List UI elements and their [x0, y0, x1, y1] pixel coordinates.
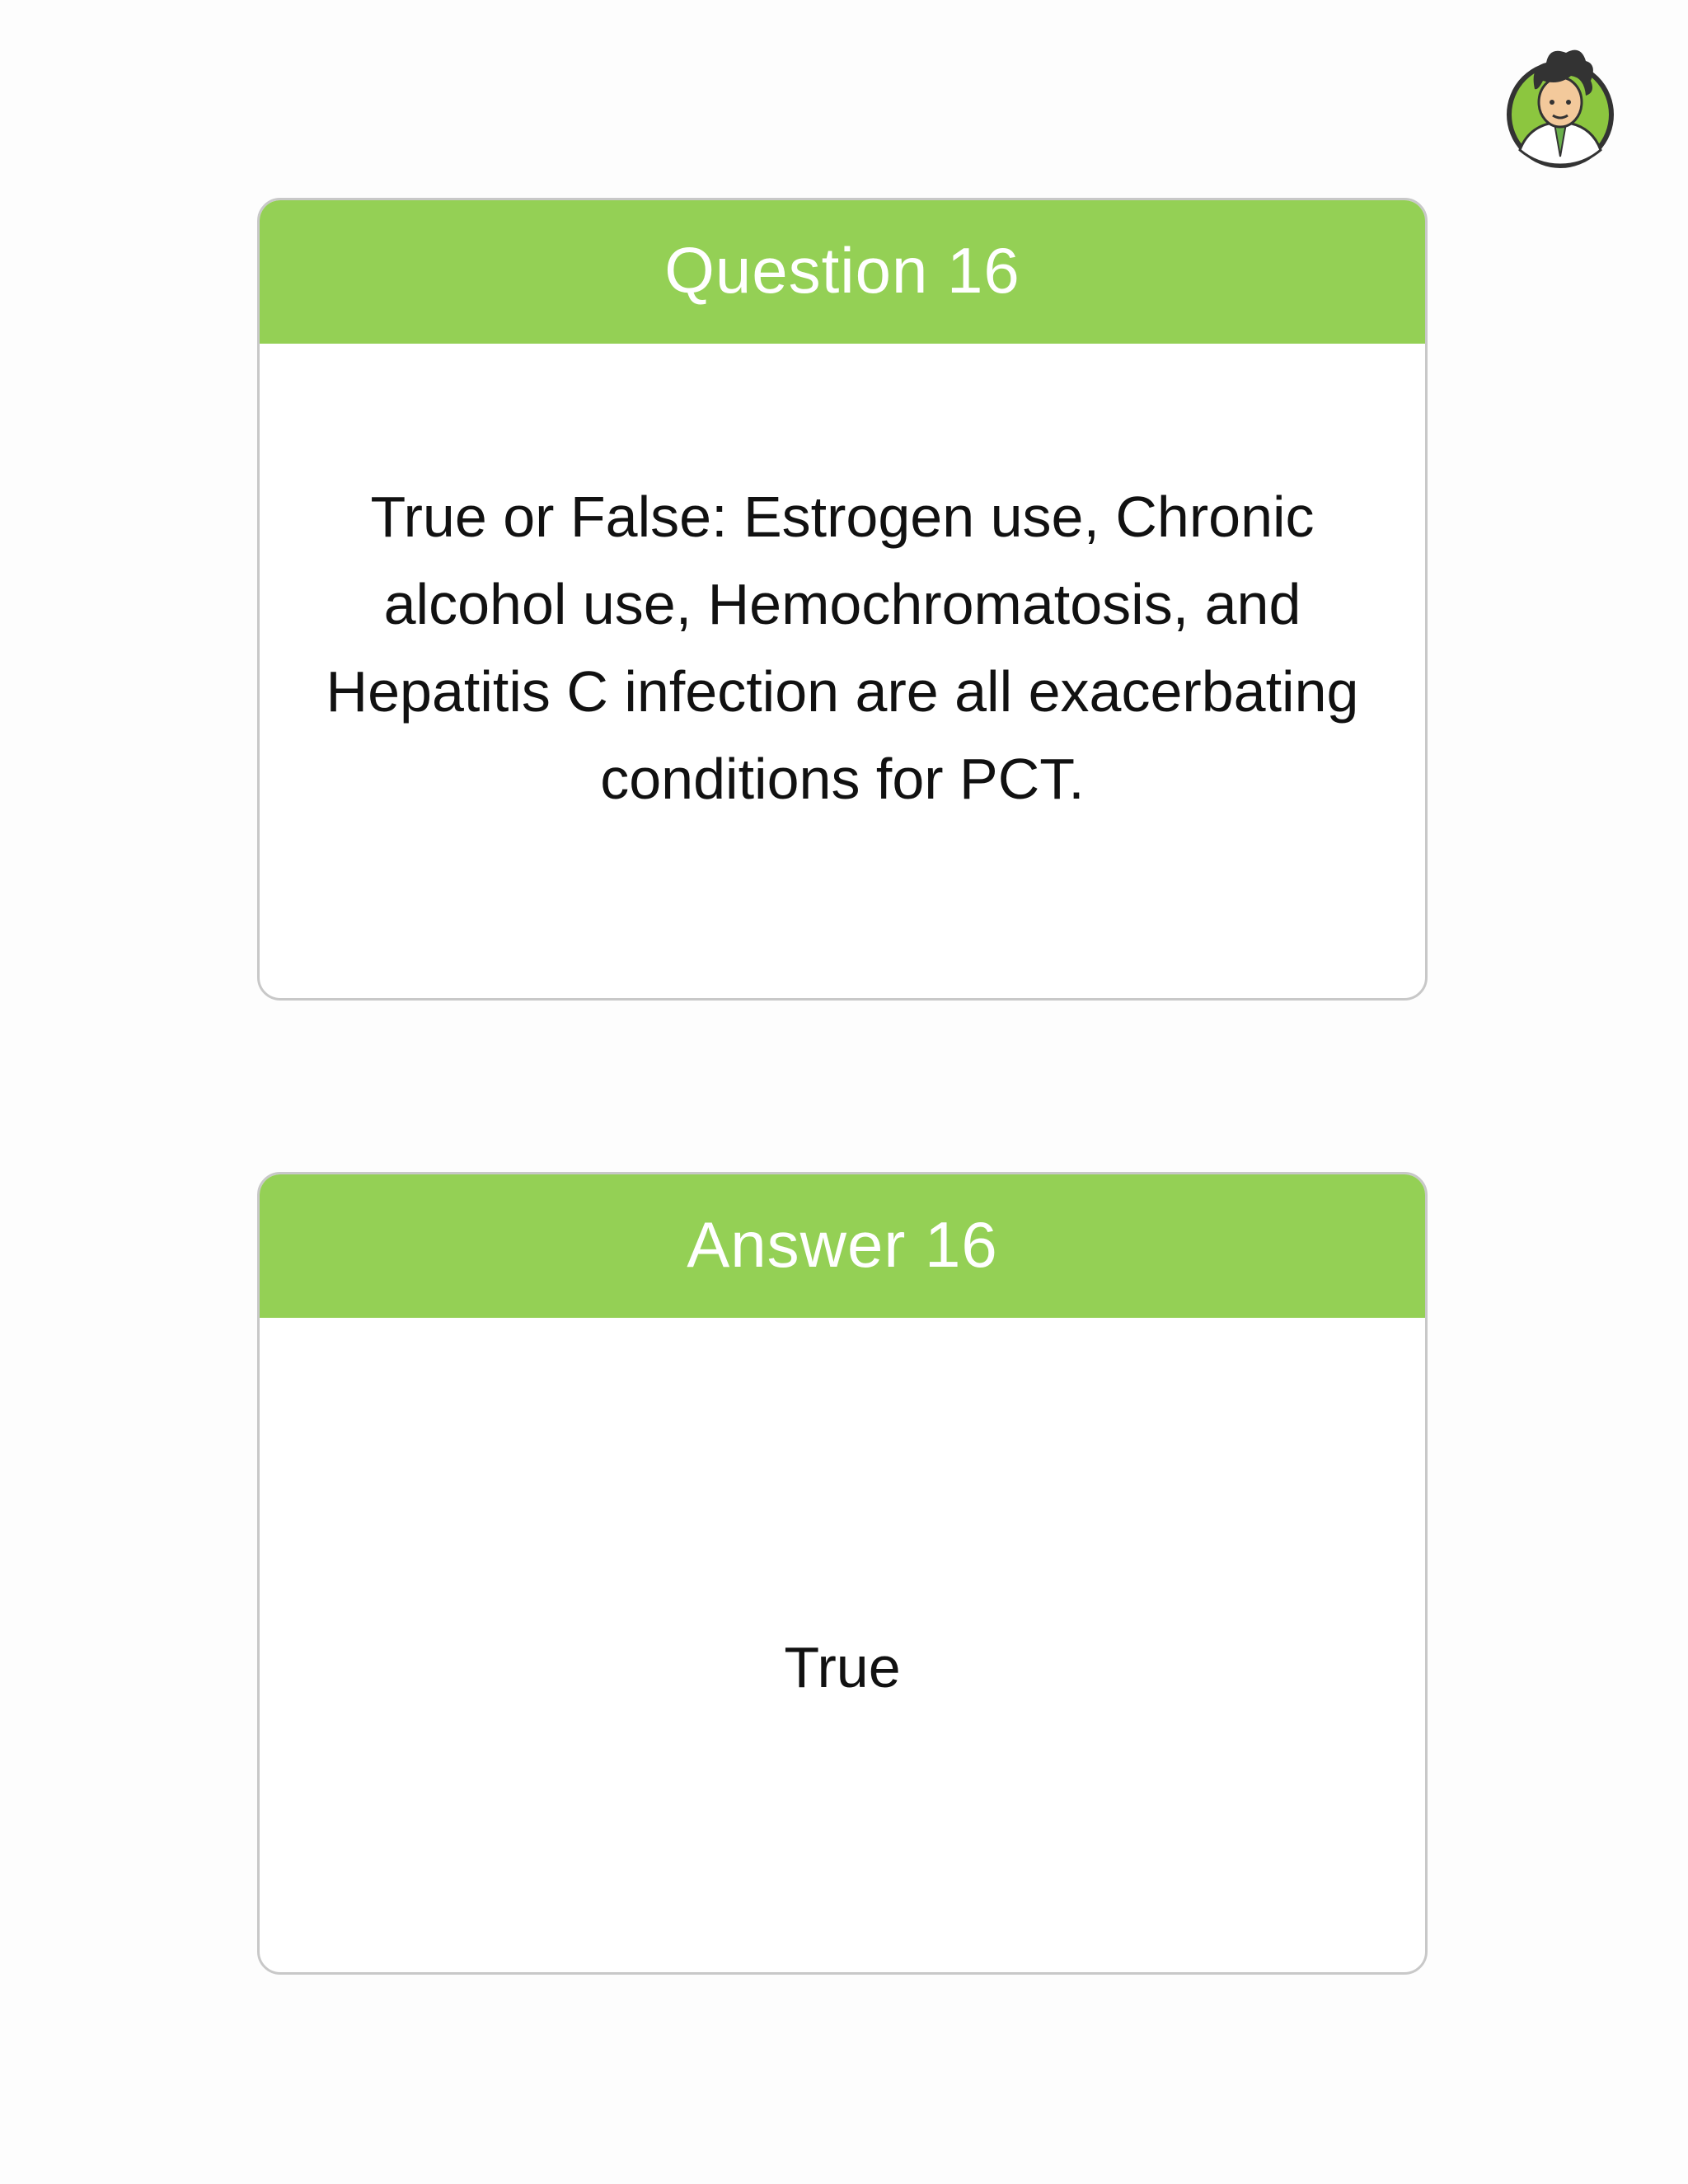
question-card [257, 198, 1428, 1001]
question-card-body [260, 346, 1425, 998]
question-title: Question 16 [664, 234, 1020, 307]
question-card-header [257, 198, 1428, 344]
answer-title: Answer 16 [687, 1208, 998, 1281]
answer-card [257, 1172, 1428, 1975]
question-text: True or False: Estrogen use, Chronic alcohol use, Hemochromatosis, and Hepatitis C infection are all exacerbating conditions for PCT. [326, 484, 1359, 811]
answer-text: True [784, 1634, 901, 1699]
answer-card-header [257, 1172, 1428, 1318]
answer-card-body [260, 1320, 1425, 1972]
doctor-avatar-icon [1505, 41, 1615, 170]
